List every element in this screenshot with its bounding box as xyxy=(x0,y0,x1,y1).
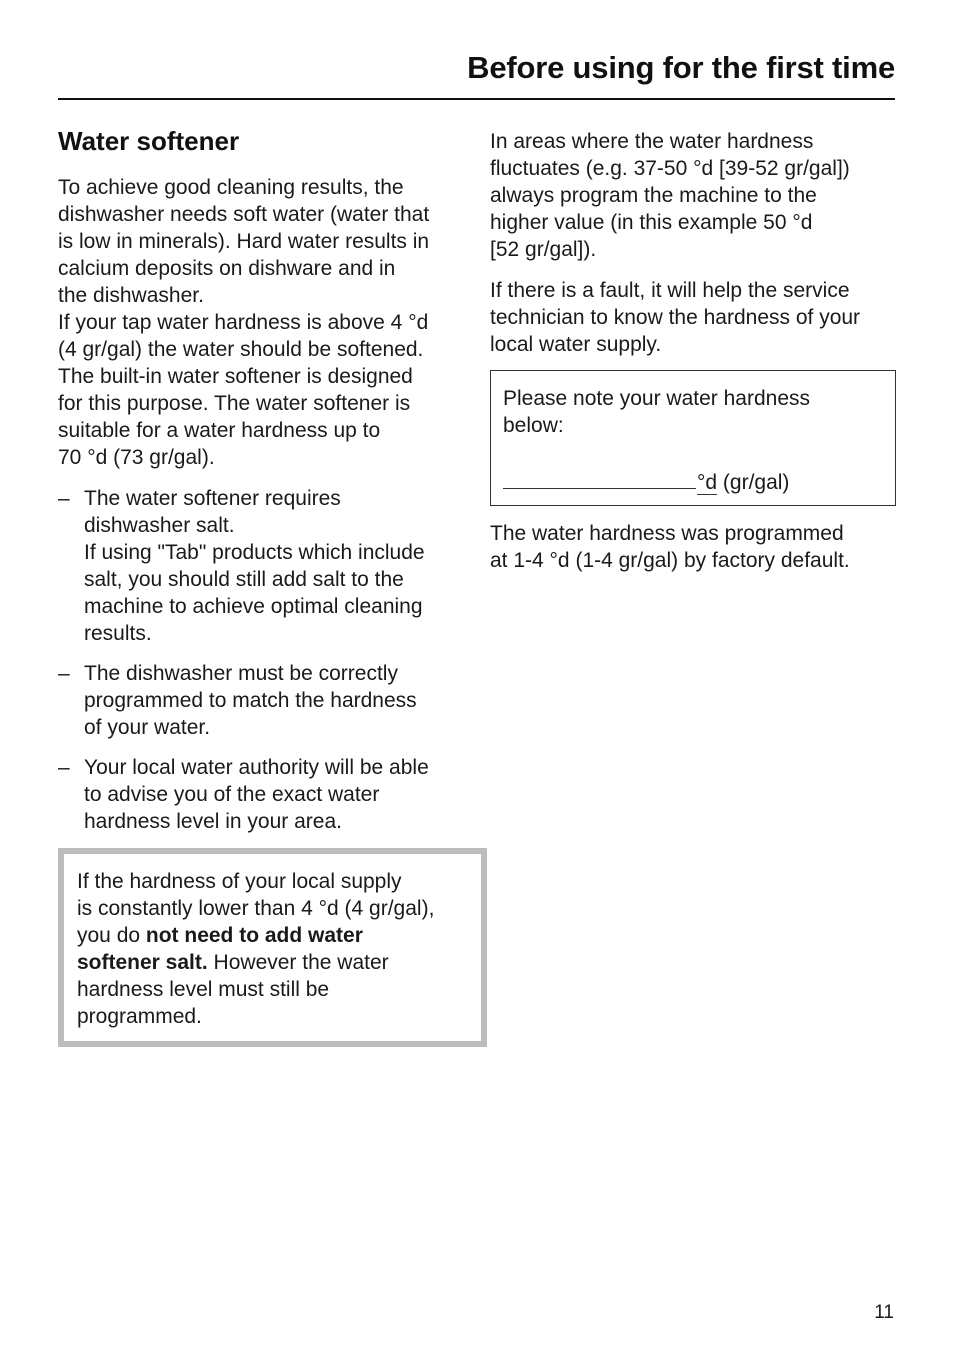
list-item: – The water softener requires dishwasher salt. If using "Tab" products which include salt, you should still add salt to the machine to achieve optimal cleaning results. xyxy=(58,487,425,645)
tip-box: If the hardness of your local supply is constantly lower than 4 °d (4 gr/gal), you do not need to add water softener salt. However the water hardness level must still be programmed. xyxy=(58,848,487,1047)
left-column xyxy=(58,124,468,1047)
page-number: 11 xyxy=(874,1302,894,1323)
hardness-entry-line xyxy=(503,466,883,496)
requirements-list xyxy=(58,485,468,835)
dash-bullet: – xyxy=(58,756,70,779)
page-header-title: Before using for the first time xyxy=(467,50,895,85)
hardness-note-box: Please note your water hardness below: °d (gr/gal) xyxy=(490,370,896,506)
fluctuation-paragraph: In areas where the water hardness fluctuates (e.g. 37-50 °d [39-52 gr/gal]) always program the machine to the higher value (in this example 50 °d [52 gr/gal]). xyxy=(490,130,850,261)
emphasis-text: not need to add water xyxy=(145,924,363,947)
right-column xyxy=(490,128,900,574)
dash-bullet: – xyxy=(58,487,70,510)
header-divider xyxy=(58,98,895,100)
dash-bullet: – xyxy=(58,662,70,685)
list-item: – The dishwasher must be correctly programmed to match the hardness of your water. xyxy=(58,662,417,739)
section-heading: Water softener xyxy=(58,126,240,156)
list-item: – Your local water authority will be able to advise you of the exact water hardness level in your area. xyxy=(58,756,429,833)
hardness-blank-field xyxy=(503,466,696,489)
factory-default-paragraph: The water hardness was programmed at 1-4 °d (1-4 gr/gal) by factory default. xyxy=(490,522,850,572)
fault-paragraph: If there is a fault, it will help the service technician to know the hardness of your local water supply. xyxy=(490,279,861,356)
unit-degrees: °d xyxy=(697,471,718,494)
unit-label: (gr/gal) xyxy=(717,471,790,494)
emphasis-text: softener salt. xyxy=(77,951,208,974)
intro-paragraph: To achieve good cleaning results, the dishwasher needs soft water (water that is low in minerals). Hard water results in calcium deposits on dishware and in the dishwasher. If your tap water hardness is above 4 °d (4 gr/gal) the water should be softened. The built-in water softener is designed for this purpose. The water softener is suitable for a water hardness up to 70 °d (73 gr/gal). xyxy=(58,176,430,469)
